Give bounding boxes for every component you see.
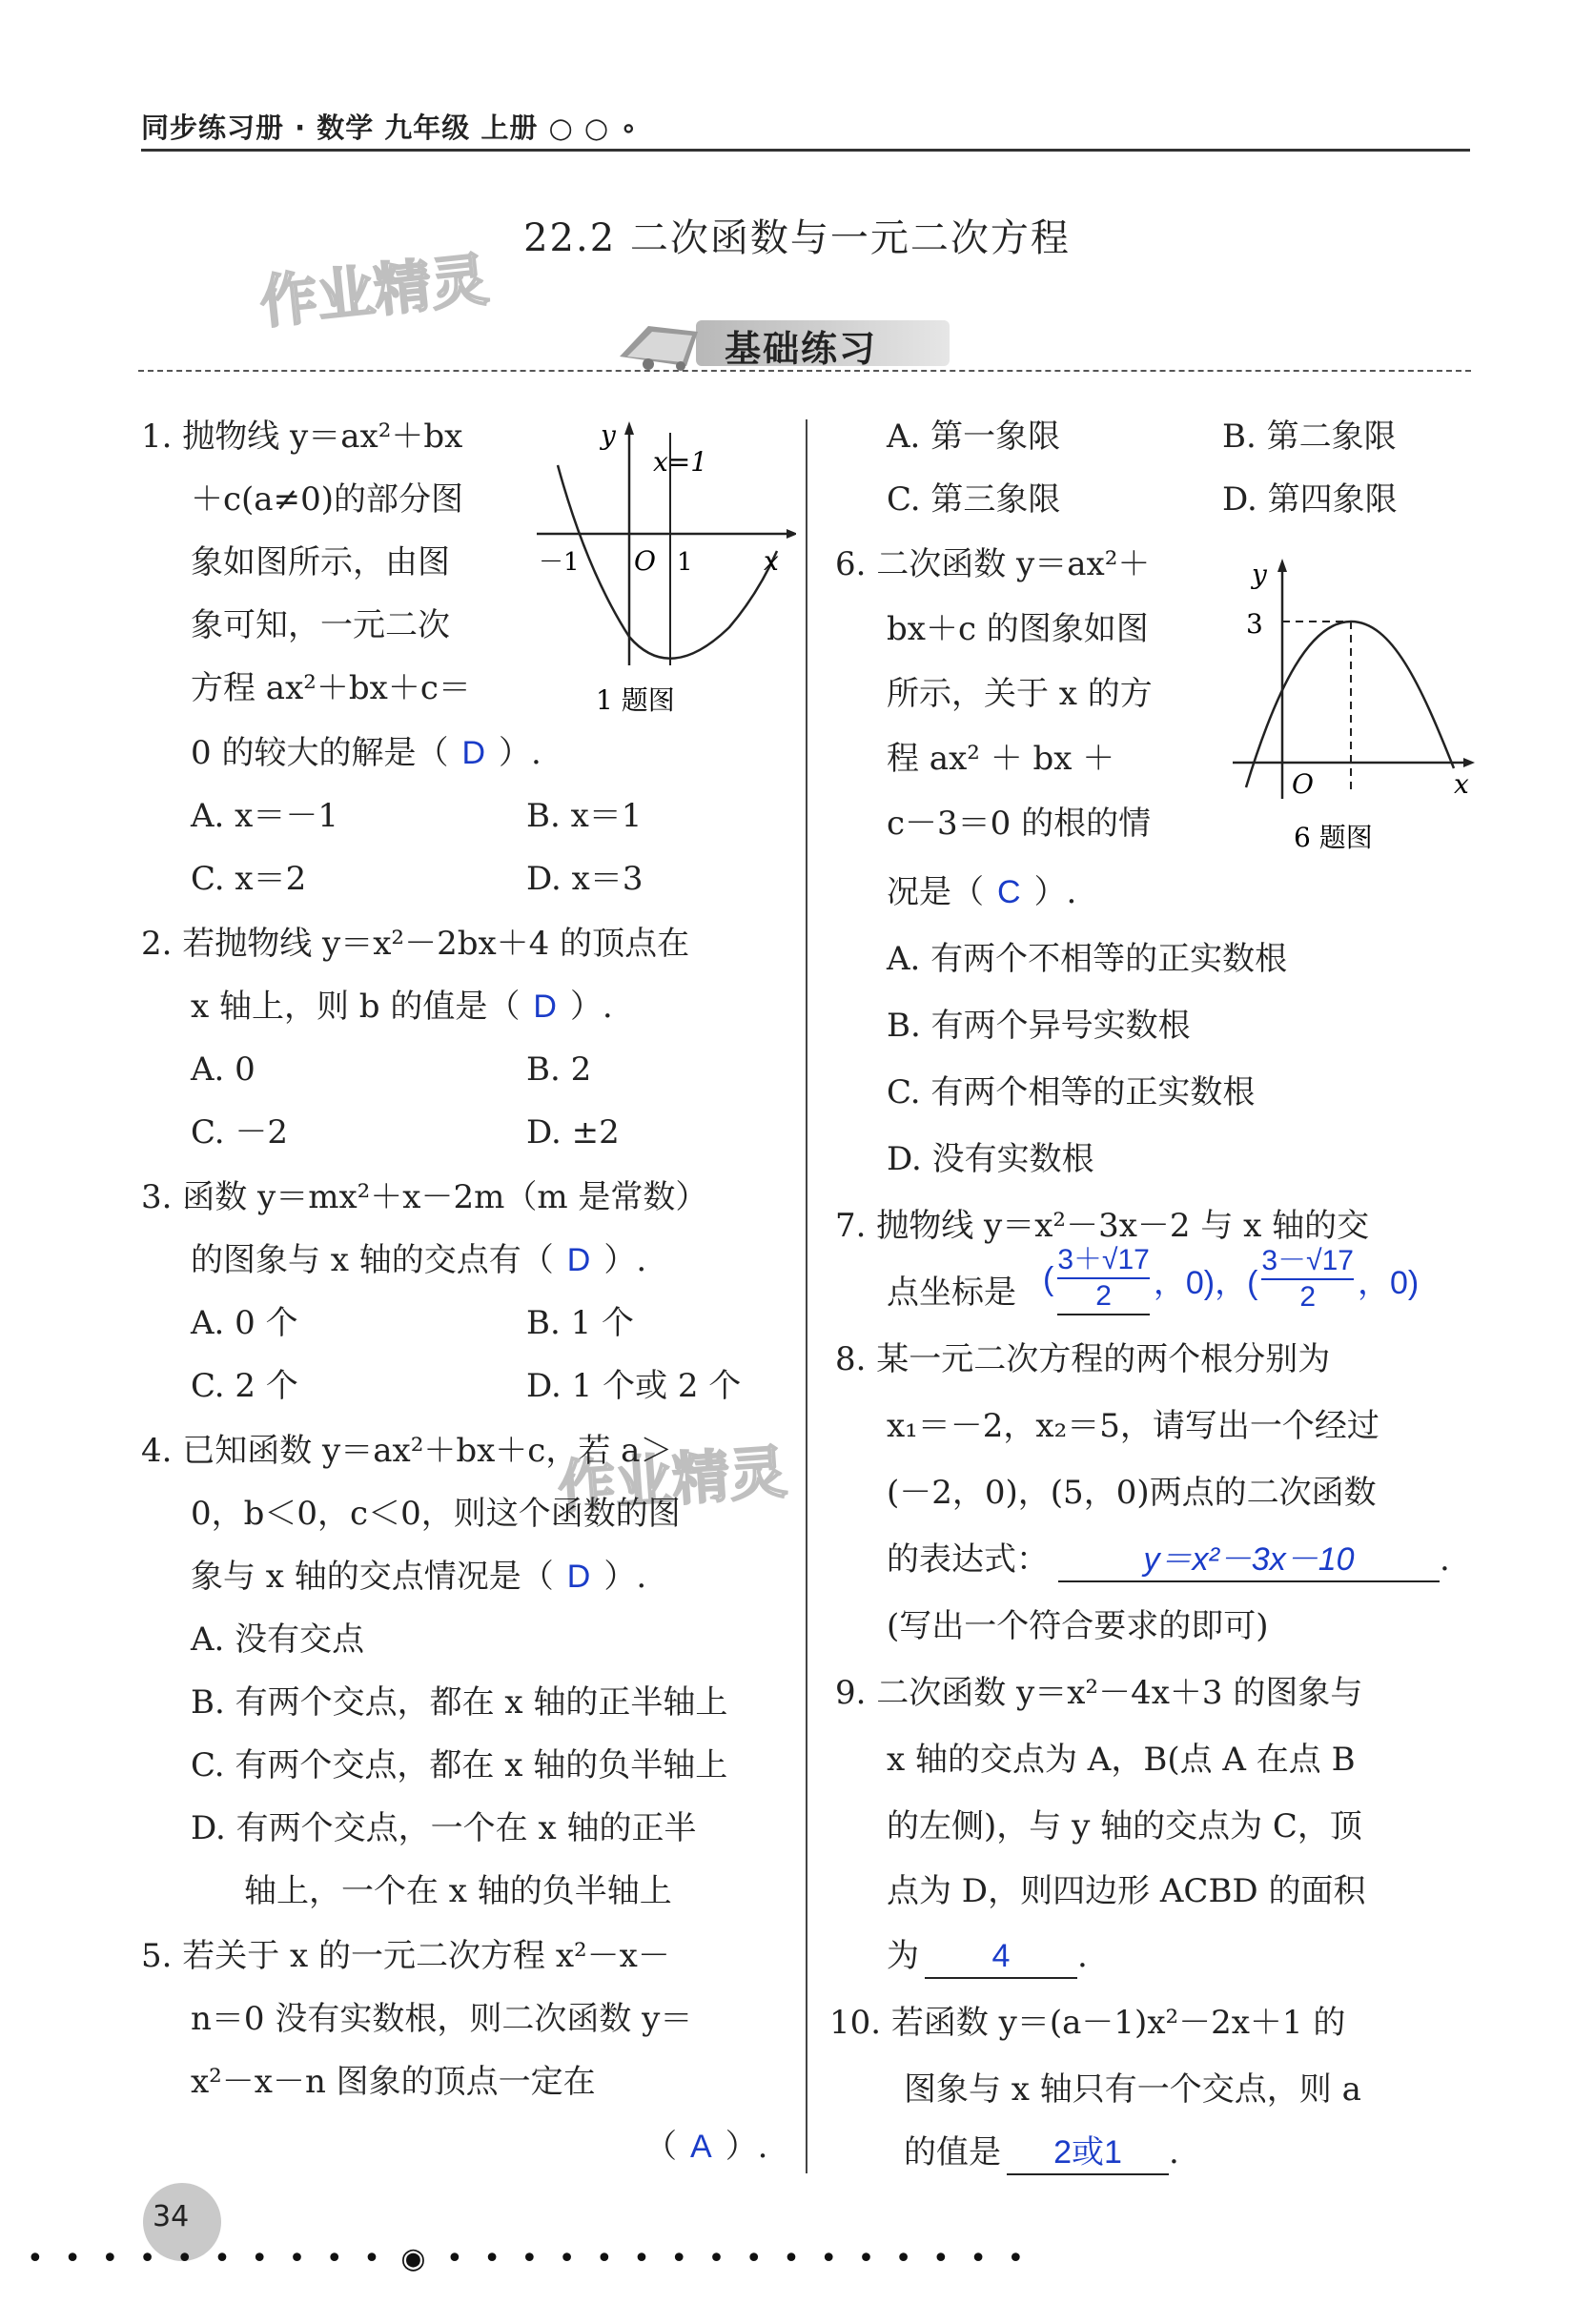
q1-fig-axis-label: x=1 (653, 446, 708, 478)
q5-option-a: A. 第一象限 (887, 418, 1061, 456)
q4-line-1: 4. 已知函数 y＝ax²＋bx＋c，若 a＞ (141, 1432, 673, 1470)
q7-ans-part-3: ，0) (1357, 1264, 1420, 1301)
q8-line-2: x₁＝－2，x₂＝5，请写出一个经过 (887, 1407, 1379, 1445)
q3-line-2: 的图象与 x 轴的交点有（ (191, 1241, 554, 1279)
q5-paren-close: ）. (725, 2128, 768, 2166)
q6-figure (1225, 551, 1482, 866)
q2-answer: D (533, 989, 557, 1025)
q7-line-2: 点坐标是 (887, 1274, 1016, 1312)
q8-line-6: (写出一个符合要求的即可) (887, 1607, 1269, 1645)
q6-option-a: A. 有两个不相等的正实数根 (887, 940, 1288, 978)
q9-answer: 4 (991, 1938, 1011, 1974)
q1-line-1: 1. 抛物线 y＝ax²＋bx (141, 418, 463, 456)
q1-line-4: 象可知，一元二次 (191, 606, 450, 644)
q6-fig-three: 3 (1246, 608, 1263, 640)
q6-fig-y-label: y (1252, 559, 1267, 590)
header-rule (141, 149, 1470, 152)
q1-line-2: ＋c(a≠0)的部分图 (191, 480, 463, 519)
banner-title: 基础练习 (725, 328, 878, 370)
book-header: 同步练习册 · 数学 九年级 上册 ○ ○ ∘ (141, 112, 639, 144)
q10-line-2: 图象与 x 轴只有一个交点，则 a (904, 2070, 1361, 2109)
q8-period: . (1440, 1540, 1450, 1579)
q1-line-7: ）. (499, 734, 542, 772)
q5-line-2: n＝0 没有实数根，则二次函数 y＝ (191, 2000, 693, 2038)
q8-line-4: 的表达式： (887, 1540, 1049, 1579)
q4-option-d-cont: 轴上，一个在 x 轴的负半轴上 (244, 1872, 672, 1910)
page-number: 34 (153, 2200, 190, 2233)
q2-option-c: C. －2 (191, 1113, 289, 1152)
q5-answer: A (690, 2129, 712, 2165)
q1-option-b: B. x＝1 (526, 797, 643, 835)
q5-paren-open: （ (644, 2128, 677, 2166)
q8-line-3: (－2，0)，(5，0)两点的二次函数 (887, 1474, 1377, 1512)
q7-ans-part-1: ( (1043, 1260, 1054, 1297)
footer-dots: • • • • • • • • • • ◉ • • • • • • • • • • • • • • • • (27, 2242, 1031, 2275)
q9-line-3: 的左侧)，与 y 轴的交点为 C，顶 (887, 1807, 1362, 1845)
q3-line-1: 3. 函数 y＝mx²＋x－2m（m 是常数） (141, 1178, 708, 1216)
q1-figure (529, 418, 796, 723)
q5-option-b: B. 第二象限 (1222, 418, 1397, 456)
q6-line-7: ）. (1033, 873, 1077, 911)
q6-line-4: 程 ax² ＋ bx ＋ (887, 740, 1115, 778)
q5-option-d: D. 第四象限 (1222, 480, 1398, 519)
q9-line-5: 为 (887, 1937, 919, 1975)
q9-period: . (1077, 1937, 1088, 1975)
q3-option-c: C. 2 个 (191, 1367, 298, 1405)
q1-option-c: C. x＝2 (191, 860, 307, 898)
q6-line-2: bx＋c 的图象如图 (887, 610, 1149, 648)
q5-line-1: 5. 若关于 x 的一元二次方程 x²－x－ (141, 1937, 670, 1975)
q4-line-2: 0，b＜0，c＜0，则这个函数的图 (191, 1495, 681, 1533)
q7-ans-num-2: 3－√17 (1261, 1244, 1354, 1280)
q6-option-c: C. 有两个相等的正实数根 (887, 1073, 1256, 1111)
q4-option-b: B. 有两个交点，都在 x 轴的正半轴上 (191, 1683, 728, 1722)
q6-option-b: B. 有两个异号实数根 (887, 1007, 1191, 1045)
q1-answer: D (461, 735, 486, 771)
q10-line-1: 10. 若函数 y＝(a－1)x²－2x＋1 的 (829, 2004, 1346, 2042)
q8-answer: y＝x²－3x－10 (1143, 1541, 1355, 1578)
q4-option-c: C. 有两个交点，都在 x 轴的负半轴上 (191, 1746, 728, 1784)
q2-option-b: B. 2 (526, 1050, 592, 1089)
book-icon (620, 326, 698, 371)
q7-ans-num-1: 3＋√17 (1057, 1243, 1150, 1279)
q3-option-d: D. 1 个或 2 个 (526, 1367, 742, 1405)
q1-line-5: 方程 ax²＋bx＋c＝ (191, 669, 471, 707)
q1-fig-one: 1 (677, 548, 693, 577)
q3-line-3: ）. (603, 1241, 647, 1279)
q6-answer: C (997, 874, 1021, 910)
q10-period: . (1169, 2133, 1179, 2171)
q6-line-6: 况是（ (887, 873, 984, 911)
q2-option-d: D. ±2 (526, 1113, 620, 1152)
q4-line-3: 象与 x 轴的交点情况是（ (191, 1558, 554, 1596)
q7-line-1: 7. 抛物线 y＝x²－3x－2 与 x 轴的交 (835, 1207, 1370, 1245)
q9-line-1: 9. 二次函数 y＝x²－4x＋3 的图象与 (835, 1674, 1363, 1712)
q4-option-a: A. 没有交点 (191, 1621, 365, 1659)
q7-ans-den-1: 2 (1095, 1280, 1112, 1312)
q4-option-d: D. 有两个交点，一个在 x 轴的正半 (191, 1809, 697, 1847)
q9-line-2: x 轴的交点为 A，B(点 A 在点 B (887, 1741, 1356, 1779)
section-title: 22.2 二次函数与一元二次方程 (523, 216, 1071, 260)
q5-line-3: x²－x－n 图象的顶点一定在 (191, 2063, 596, 2101)
q4-line-4: ）. (603, 1558, 647, 1596)
dashed-rule (138, 370, 1471, 372)
q6-fig-x-label: x (1454, 768, 1469, 800)
q3-option-b: B. 1 个 (526, 1304, 635, 1342)
q9-line-4: 点为 D，则四边形 ACBD 的面积 (887, 1872, 1366, 1910)
q1-fig-neg1: －1 (539, 548, 580, 577)
q5-option-c: C. 第三象限 (887, 480, 1061, 519)
watermark-logo-2: 作业精灵 (556, 1438, 789, 1522)
q1-fig-y-label: y (601, 419, 616, 451)
q6-line-5: c－3＝0 的根的情 (887, 805, 1152, 843)
q3-option-a: A. 0 个 (191, 1304, 298, 1342)
q1-line-3: 象如图所示，由图 (191, 543, 450, 581)
q2-line-1: 2. 若抛物线 y＝x²－2bx＋4 的顶点在 (141, 925, 690, 963)
watermark-logo: 作业精灵 (256, 246, 492, 337)
q4-answer: D (566, 1559, 591, 1595)
q6-line-1: 6. 二次函数 y＝ax²＋ (835, 545, 1151, 583)
q1-option-d: D. x＝3 (526, 860, 644, 898)
column-divider (806, 419, 807, 2173)
q6-fig-origin: O (1292, 768, 1314, 800)
q2-option-a: A. 0 (191, 1050, 255, 1089)
q7-answer (1043, 1237, 1419, 1321)
q7-ans-den-2: 2 (1299, 1281, 1317, 1313)
q1-line-6: 0 的较大的解是（ (191, 734, 449, 772)
q7-ans-part-2: ，0)，( (1153, 1264, 1258, 1301)
q2-line-3: ）. (569, 988, 613, 1026)
q6-option-d: D. 没有实数根 (887, 1140, 1094, 1178)
q1-fig-origin: O (634, 545, 656, 577)
q8-line-1: 8. 某一元二次方程的两个根分别为 (835, 1340, 1331, 1378)
q3-answer: D (566, 1242, 591, 1278)
q6-fig-caption: 6 题图 (1294, 822, 1373, 853)
q10-answer: 2或1 (1053, 2134, 1122, 2171)
q1-fig-x-label: x (764, 545, 779, 577)
q1-option-a: A. x＝－1 (191, 797, 338, 835)
q1-fig-caption: 1 题图 (596, 684, 675, 716)
q6-line-3: 所示，关于 x 的方 (887, 675, 1153, 713)
q10-line-3: 的值是 (904, 2133, 1001, 2171)
q2-line-2: x 轴上，则 b 的值是（ (191, 988, 521, 1026)
